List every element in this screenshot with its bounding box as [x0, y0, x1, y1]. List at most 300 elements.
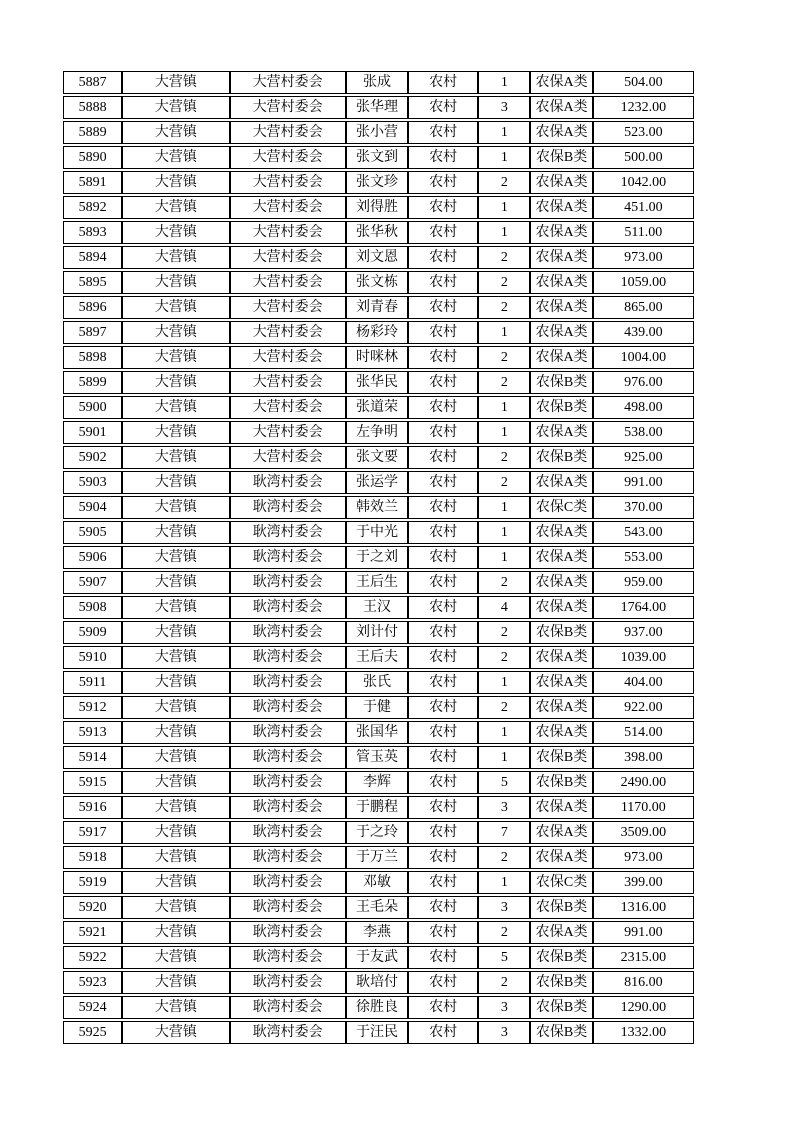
- cell-person-count: 2: [478, 571, 530, 594]
- cell-residence-type: 农村: [408, 896, 478, 919]
- cell-amount: 991.00: [593, 921, 694, 944]
- table-row: [63, 121, 694, 144]
- cell-town: 大营镇: [122, 346, 229, 369]
- cell-town: 大营镇: [122, 471, 229, 494]
- cell-serial-number: 5901: [63, 421, 122, 444]
- cell-insurance-category: 农保B类: [530, 996, 592, 1019]
- cell-residence-type: 农村: [408, 71, 478, 94]
- cell-serial-number: 5890: [63, 146, 122, 169]
- cell-serial-number: 5908: [63, 596, 122, 619]
- cell-insurance-category: 农保A类: [530, 221, 592, 244]
- cell-serial-number: 5892: [63, 196, 122, 219]
- cell-person-name: 耿培付: [346, 971, 408, 994]
- cell-insurance-category: 农保A类: [530, 171, 592, 194]
- table-body: [63, 71, 694, 1044]
- cell-village-committee: 耿湾村委会: [230, 896, 346, 919]
- cell-insurance-category: 农保A类: [530, 521, 592, 544]
- cell-serial-number: 5917: [63, 821, 122, 844]
- cell-town: 大营镇: [122, 796, 229, 819]
- cell-village-committee: 大营村委会: [230, 271, 346, 294]
- cell-residence-type: 农村: [408, 371, 478, 394]
- cell-serial-number: 5900: [63, 396, 122, 419]
- cell-amount: 973.00: [593, 246, 694, 269]
- cell-town: 大营镇: [122, 296, 229, 319]
- cell-insurance-category: 农保A类: [530, 671, 592, 694]
- cell-town: 大营镇: [122, 821, 229, 844]
- cell-person-count: 2: [478, 646, 530, 669]
- cell-person-count: 3: [478, 996, 530, 1019]
- cell-person-count: 2: [478, 696, 530, 719]
- cell-person-name: 刘计付: [346, 621, 408, 644]
- cell-person-name: 管玉英: [346, 746, 408, 769]
- cell-town: 大营镇: [122, 421, 229, 444]
- cell-insurance-category: 农保A类: [530, 246, 592, 269]
- cell-town: 大营镇: [122, 871, 229, 894]
- cell-insurance-category: 农保B类: [530, 971, 592, 994]
- table-row: [63, 821, 694, 844]
- cell-village-committee: 大营村委会: [230, 246, 346, 269]
- cell-residence-type: 农村: [408, 471, 478, 494]
- cell-person-name: 刘青春: [346, 296, 408, 319]
- cell-serial-number: 5910: [63, 646, 122, 669]
- cell-village-committee: 耿湾村委会: [230, 921, 346, 944]
- cell-person-count: 1: [478, 871, 530, 894]
- cell-residence-type: 农村: [408, 921, 478, 944]
- cell-serial-number: 5912: [63, 696, 122, 719]
- cell-person-name: 张小营: [346, 121, 408, 144]
- cell-town: 大营镇: [122, 721, 229, 744]
- cell-insurance-category: 农保B类: [530, 1021, 592, 1044]
- cell-town: 大营镇: [122, 671, 229, 694]
- cell-town: 大营镇: [122, 571, 229, 594]
- cell-village-committee: 耿湾村委会: [230, 596, 346, 619]
- cell-amount: 865.00: [593, 296, 694, 319]
- cell-town: 大营镇: [122, 946, 229, 969]
- cell-person-count: 2: [478, 471, 530, 494]
- cell-amount: 1290.00: [593, 996, 694, 1019]
- table-row: [63, 721, 694, 744]
- table-row: [63, 421, 694, 444]
- cell-amount: 1059.00: [593, 271, 694, 294]
- cell-person-name: 于友武: [346, 946, 408, 969]
- cell-serial-number: 5914: [63, 746, 122, 769]
- cell-insurance-category: 农保B类: [530, 446, 592, 469]
- cell-person-count: 1: [478, 146, 530, 169]
- cell-town: 大营镇: [122, 846, 229, 869]
- cell-person-name: 左争明: [346, 421, 408, 444]
- cell-residence-type: 农村: [408, 746, 478, 769]
- cell-person-name: 张文栋: [346, 271, 408, 294]
- cell-town: 大营镇: [122, 971, 229, 994]
- cell-town: 大营镇: [122, 646, 229, 669]
- cell-insurance-category: 农保A类: [530, 71, 592, 94]
- table-row: [63, 846, 694, 869]
- cell-serial-number: 5920: [63, 896, 122, 919]
- cell-amount: 404.00: [593, 671, 694, 694]
- cell-insurance-category: 农保C类: [530, 496, 592, 519]
- cell-town: 大营镇: [122, 546, 229, 569]
- table-row: [63, 671, 694, 694]
- cell-village-committee: 耿湾村委会: [230, 971, 346, 994]
- cell-town: 大营镇: [122, 496, 229, 519]
- cell-residence-type: 农村: [408, 946, 478, 969]
- cell-town: 大营镇: [122, 371, 229, 394]
- table-row: [63, 96, 694, 119]
- cell-residence-type: 农村: [408, 246, 478, 269]
- cell-serial-number: 5925: [63, 1021, 122, 1044]
- cell-serial-number: 5919: [63, 871, 122, 894]
- table-row: [63, 746, 694, 769]
- cell-insurance-category: 农保A类: [530, 921, 592, 944]
- cell-town: 大营镇: [122, 121, 229, 144]
- cell-village-committee: 大营村委会: [230, 146, 346, 169]
- cell-village-committee: 耿湾村委会: [230, 996, 346, 1019]
- cell-person-name: 王毛朵: [346, 896, 408, 919]
- cell-serial-number: 5913: [63, 721, 122, 744]
- cell-serial-number: 5895: [63, 271, 122, 294]
- cell-person-name: 于汪民: [346, 1021, 408, 1044]
- cell-amount: 1004.00: [593, 346, 694, 369]
- cell-insurance-category: 农保B类: [530, 146, 592, 169]
- cell-village-committee: 大营村委会: [230, 296, 346, 319]
- cell-residence-type: 农村: [408, 146, 478, 169]
- cell-person-count: 1: [478, 121, 530, 144]
- table-row: [63, 1021, 694, 1044]
- cell-amount: 937.00: [593, 621, 694, 644]
- cell-residence-type: 农村: [408, 521, 478, 544]
- cell-amount: 553.00: [593, 546, 694, 569]
- table-row: [63, 571, 694, 594]
- cell-town: 大营镇: [122, 696, 229, 719]
- table-row: [63, 346, 694, 369]
- cell-amount: 1042.00: [593, 171, 694, 194]
- cell-person-count: 1: [478, 546, 530, 569]
- cell-village-committee: 大营村委会: [230, 121, 346, 144]
- cell-person-name: 徐胜良: [346, 996, 408, 1019]
- cell-serial-number: 5894: [63, 246, 122, 269]
- cell-person-count: 3: [478, 1021, 530, 1044]
- table-row: [63, 921, 694, 944]
- cell-residence-type: 农村: [408, 871, 478, 894]
- cell-amount: 973.00: [593, 846, 694, 869]
- table-row: [63, 371, 694, 394]
- cell-serial-number: 5897: [63, 321, 122, 344]
- cell-person-count: 1: [478, 421, 530, 444]
- cell-village-committee: 大营村委会: [230, 446, 346, 469]
- cell-village-committee: 耿湾村委会: [230, 571, 346, 594]
- cell-insurance-category: 农保A类: [530, 646, 592, 669]
- cell-serial-number: 5906: [63, 546, 122, 569]
- cell-town: 大营镇: [122, 896, 229, 919]
- cell-person-name: 张氏: [346, 671, 408, 694]
- table-row: [63, 221, 694, 244]
- cell-serial-number: 5887: [63, 71, 122, 94]
- cell-person-name: 王汉: [346, 596, 408, 619]
- cell-residence-type: 农村: [408, 646, 478, 669]
- cell-town: 大营镇: [122, 446, 229, 469]
- cell-serial-number: 5911: [63, 671, 122, 694]
- cell-insurance-category: 农保A类: [530, 321, 592, 344]
- cell-village-committee: 耿湾村委会: [230, 1021, 346, 1044]
- cell-town: 大营镇: [122, 321, 229, 344]
- table-row: [63, 796, 694, 819]
- cell-amount: 543.00: [593, 521, 694, 544]
- cell-amount: 922.00: [593, 696, 694, 719]
- cell-village-committee: 耿湾村委会: [230, 746, 346, 769]
- cell-person-name: 张运学: [346, 471, 408, 494]
- table-row: [63, 771, 694, 794]
- cell-person-name: 邓敏: [346, 871, 408, 894]
- cell-town: 大营镇: [122, 521, 229, 544]
- cell-serial-number: 5916: [63, 796, 122, 819]
- cell-person-name: 于万兰: [346, 846, 408, 869]
- cell-town: 大营镇: [122, 96, 229, 119]
- table-row: [63, 296, 694, 319]
- cell-person-name: 王后夫: [346, 646, 408, 669]
- cell-village-committee: 大营村委会: [230, 371, 346, 394]
- cell-serial-number: 5898: [63, 346, 122, 369]
- cell-amount: 439.00: [593, 321, 694, 344]
- cell-insurance-category: 农保A类: [530, 121, 592, 144]
- cell-person-count: 3: [478, 796, 530, 819]
- cell-serial-number: 5922: [63, 946, 122, 969]
- cell-amount: 1232.00: [593, 96, 694, 119]
- cell-insurance-category: 农保A类: [530, 346, 592, 369]
- cell-person-count: 1: [478, 721, 530, 744]
- cell-amount: 2315.00: [593, 946, 694, 969]
- cell-serial-number: 5923: [63, 971, 122, 994]
- cell-serial-number: 5921: [63, 921, 122, 944]
- table-row: [63, 521, 694, 544]
- cell-village-committee: 耿湾村委会: [230, 946, 346, 969]
- cell-town: 大营镇: [122, 246, 229, 269]
- cell-town: 大营镇: [122, 221, 229, 244]
- cell-insurance-category: 农保B类: [530, 771, 592, 794]
- cell-residence-type: 农村: [408, 796, 478, 819]
- cell-amount: 976.00: [593, 371, 694, 394]
- cell-person-name: 李辉: [346, 771, 408, 794]
- cell-amount: 398.00: [593, 746, 694, 769]
- cell-village-committee: 耿湾村委会: [230, 496, 346, 519]
- cell-village-committee: 耿湾村委会: [230, 871, 346, 894]
- table-row: [63, 446, 694, 469]
- cell-person-name: 张成: [346, 71, 408, 94]
- cell-amount: 3509.00: [593, 821, 694, 844]
- cell-insurance-category: 农保A类: [530, 546, 592, 569]
- cell-person-name: 刘得胜: [346, 196, 408, 219]
- table-row: [63, 321, 694, 344]
- cell-insurance-category: 农保A类: [530, 571, 592, 594]
- cell-person-count: 3: [478, 96, 530, 119]
- table-row: [63, 946, 694, 969]
- cell-amount: 399.00: [593, 871, 694, 894]
- cell-insurance-category: 农保A类: [530, 796, 592, 819]
- cell-insurance-category: 农保A类: [530, 196, 592, 219]
- cell-amount: 1316.00: [593, 896, 694, 919]
- cell-person-name: 于之刘: [346, 546, 408, 569]
- cell-amount: 514.00: [593, 721, 694, 744]
- cell-person-count: 7: [478, 821, 530, 844]
- table-row: [63, 471, 694, 494]
- cell-insurance-category: 农保B类: [530, 896, 592, 919]
- subsidy-table: [63, 69, 694, 1046]
- cell-village-committee: 耿湾村委会: [230, 846, 346, 869]
- cell-person-count: 1: [478, 321, 530, 344]
- cell-amount: 1332.00: [593, 1021, 694, 1044]
- cell-village-committee: 大营村委会: [230, 221, 346, 244]
- cell-town: 大营镇: [122, 146, 229, 169]
- cell-residence-type: 农村: [408, 1021, 478, 1044]
- cell-village-committee: 大营村委会: [230, 396, 346, 419]
- cell-town: 大营镇: [122, 596, 229, 619]
- cell-person-count: 3: [478, 896, 530, 919]
- cell-residence-type: 农村: [408, 171, 478, 194]
- cell-person-count: 1: [478, 71, 530, 94]
- cell-insurance-category: 农保A类: [530, 271, 592, 294]
- cell-serial-number: 5904: [63, 496, 122, 519]
- cell-person-name: 时咪林: [346, 346, 408, 369]
- cell-serial-number: 5893: [63, 221, 122, 244]
- cell-serial-number: 5915: [63, 771, 122, 794]
- cell-amount: 816.00: [593, 971, 694, 994]
- cell-amount: 991.00: [593, 471, 694, 494]
- cell-village-committee: 耿湾村委会: [230, 471, 346, 494]
- table-row: [63, 596, 694, 619]
- cell-village-committee: 大营村委会: [230, 346, 346, 369]
- cell-person-name: 张文珍: [346, 171, 408, 194]
- cell-residence-type: 农村: [408, 296, 478, 319]
- cell-insurance-category: 农保A类: [530, 421, 592, 444]
- cell-village-committee: 耿湾村委会: [230, 546, 346, 569]
- cell-person-count: 2: [478, 446, 530, 469]
- cell-insurance-category: 农保A类: [530, 471, 592, 494]
- cell-serial-number: 5903: [63, 471, 122, 494]
- cell-residence-type: 农村: [408, 196, 478, 219]
- cell-person-count: 1: [478, 396, 530, 419]
- cell-amount: 370.00: [593, 496, 694, 519]
- cell-amount: 451.00: [593, 196, 694, 219]
- table-row: [63, 146, 694, 169]
- cell-residence-type: 农村: [408, 396, 478, 419]
- cell-town: 大营镇: [122, 746, 229, 769]
- cell-residence-type: 农村: [408, 446, 478, 469]
- cell-person-name: 于健: [346, 696, 408, 719]
- cell-town: 大营镇: [122, 396, 229, 419]
- cell-person-count: 1: [478, 746, 530, 769]
- cell-person-count: 2: [478, 971, 530, 994]
- cell-amount: 504.00: [593, 71, 694, 94]
- cell-person-count: 4: [478, 596, 530, 619]
- cell-residence-type: 农村: [408, 121, 478, 144]
- cell-village-committee: 大营村委会: [230, 71, 346, 94]
- table-row: [63, 171, 694, 194]
- cell-residence-type: 农村: [408, 696, 478, 719]
- cell-serial-number: 5907: [63, 571, 122, 594]
- cell-person-name: 王后生: [346, 571, 408, 594]
- cell-residence-type: 农村: [408, 221, 478, 244]
- cell-person-count: 2: [478, 296, 530, 319]
- cell-town: 大营镇: [122, 271, 229, 294]
- cell-town: 大营镇: [122, 1021, 229, 1044]
- table-row: [63, 696, 694, 719]
- cell-person-name: 张道荣: [346, 396, 408, 419]
- cell-insurance-category: 农保A类: [530, 846, 592, 869]
- cell-person-name: 韩效兰: [346, 496, 408, 519]
- cell-person-name: 张华理: [346, 96, 408, 119]
- table-row: [63, 896, 694, 919]
- table-row: [63, 196, 694, 219]
- cell-residence-type: 农村: [408, 496, 478, 519]
- cell-amount: 2490.00: [593, 771, 694, 794]
- cell-amount: 1170.00: [593, 796, 694, 819]
- cell-person-count: 2: [478, 171, 530, 194]
- cell-serial-number: 5905: [63, 521, 122, 544]
- cell-person-name: 李燕: [346, 921, 408, 944]
- table-row: [63, 871, 694, 894]
- cell-village-committee: 耿湾村委会: [230, 521, 346, 544]
- cell-insurance-category: 农保A类: [530, 596, 592, 619]
- cell-insurance-category: 农保B类: [530, 621, 592, 644]
- cell-insurance-category: 农保A类: [530, 296, 592, 319]
- cell-residence-type: 农村: [408, 621, 478, 644]
- cell-serial-number: 5909: [63, 621, 122, 644]
- cell-village-committee: 大营村委会: [230, 421, 346, 444]
- cell-person-count: 2: [478, 621, 530, 644]
- cell-serial-number: 5899: [63, 371, 122, 394]
- cell-person-name: 张华秋: [346, 221, 408, 244]
- cell-person-count: 1: [478, 196, 530, 219]
- cell-town: 大营镇: [122, 921, 229, 944]
- cell-person-name: 于中光: [346, 521, 408, 544]
- cell-serial-number: 5902: [63, 446, 122, 469]
- cell-village-committee: 大营村委会: [230, 171, 346, 194]
- cell-person-count: 1: [478, 221, 530, 244]
- cell-residence-type: 农村: [408, 671, 478, 694]
- cell-residence-type: 农村: [408, 721, 478, 744]
- cell-village-committee: 耿湾村委会: [230, 771, 346, 794]
- cell-person-name: 张文要: [346, 446, 408, 469]
- cell-person-count: 5: [478, 771, 530, 794]
- cell-insurance-category: 农保A类: [530, 821, 592, 844]
- cell-insurance-category: 农保A类: [530, 96, 592, 119]
- table-row: [63, 971, 694, 994]
- cell-residence-type: 农村: [408, 421, 478, 444]
- cell-residence-type: 农村: [408, 846, 478, 869]
- table-row: [63, 546, 694, 569]
- cell-amount: 959.00: [593, 571, 694, 594]
- table-row: [63, 246, 694, 269]
- cell-village-committee: 大营村委会: [230, 96, 346, 119]
- cell-town: 大营镇: [122, 621, 229, 644]
- cell-insurance-category: 农保B类: [530, 371, 592, 394]
- cell-residence-type: 农村: [408, 771, 478, 794]
- cell-person-count: 5: [478, 946, 530, 969]
- cell-residence-type: 农村: [408, 546, 478, 569]
- cell-amount: 498.00: [593, 396, 694, 419]
- cell-village-committee: 耿湾村委会: [230, 646, 346, 669]
- table-row: [63, 646, 694, 669]
- cell-amount: 523.00: [593, 121, 694, 144]
- cell-insurance-category: 农保A类: [530, 696, 592, 719]
- table-row: [63, 396, 694, 419]
- cell-person-count: 2: [478, 371, 530, 394]
- cell-village-committee: 耿湾村委会: [230, 796, 346, 819]
- table-row: [63, 996, 694, 1019]
- cell-serial-number: 5888: [63, 96, 122, 119]
- cell-town: 大营镇: [122, 996, 229, 1019]
- cell-amount: 1039.00: [593, 646, 694, 669]
- cell-person-count: 2: [478, 346, 530, 369]
